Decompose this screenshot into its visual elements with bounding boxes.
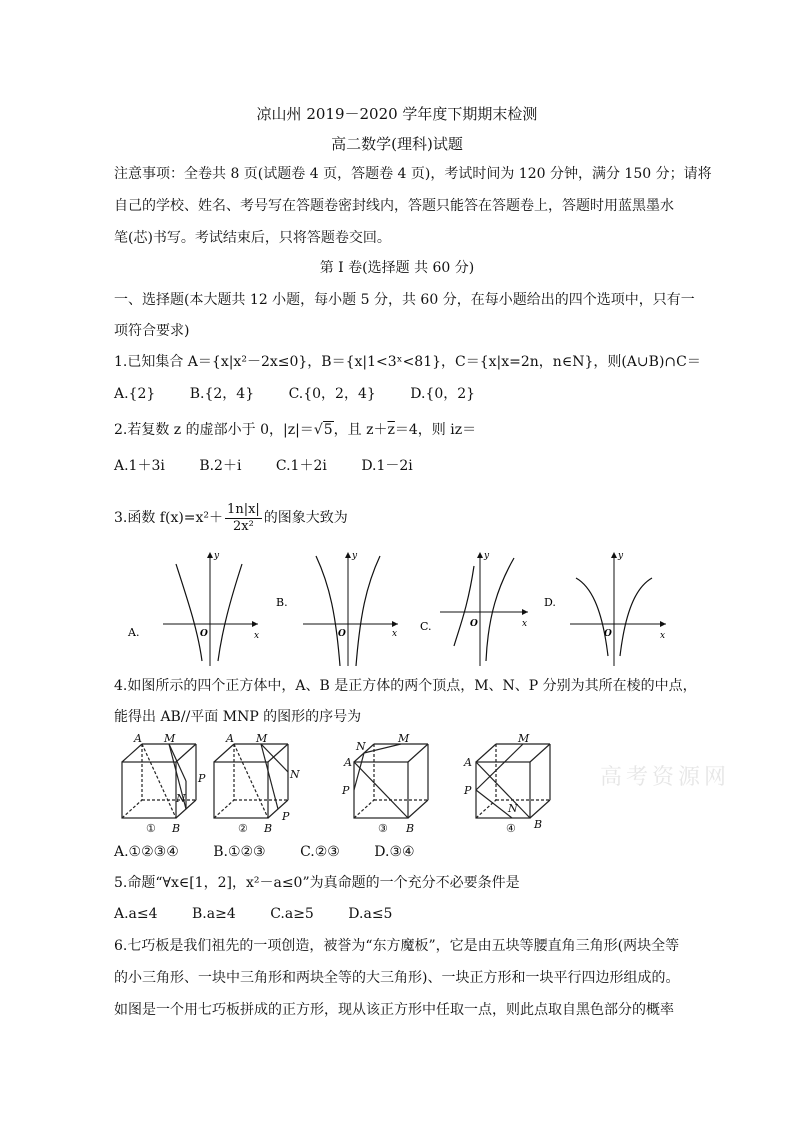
q5-option-d: D.a≤5 bbox=[348, 906, 393, 922]
graph-b bbox=[276, 551, 398, 666]
svg-text:N: N bbox=[176, 792, 186, 805]
svg-text:N: N bbox=[508, 802, 518, 815]
graph-d-label: D. bbox=[544, 596, 556, 609]
cube-2 bbox=[214, 744, 288, 818]
q1-stem: 1.已知集合 A＝{x|x²－2x≤0}，B＝{x|1<3ˣ<81}，C＝{x|x=2n，n∈N}，则(A∪B)∩C＝ bbox=[114, 354, 701, 370]
svg-text:M: M bbox=[256, 732, 268, 745]
svg-text:P: P bbox=[282, 810, 290, 823]
svg-text:O: O bbox=[470, 619, 478, 629]
q2-options bbox=[114, 456, 443, 476]
svg-text:x: x bbox=[660, 631, 666, 641]
svg-text:N: N bbox=[356, 740, 366, 753]
q5-option-a: A.a≤4 bbox=[114, 906, 158, 922]
q4-option-b: B.①②③ bbox=[213, 844, 266, 860]
q3-graphs bbox=[118, 546, 688, 671]
notice-line-3: 笔(芯)书写。考试结束后，只将答题卷交回。 bbox=[114, 230, 391, 246]
q1-option-d: D.{0，2} bbox=[410, 386, 476, 402]
graph-a bbox=[127, 551, 259, 666]
svg-text:x: x bbox=[392, 629, 398, 639]
svg-text:B: B bbox=[264, 822, 273, 835]
cube-4-number: ④ bbox=[506, 822, 516, 835]
svg-text:A: A bbox=[464, 756, 472, 769]
svg-text:y: y bbox=[214, 551, 220, 561]
notice-line-2: 自己的学校、姓名、考号写在答题卷密封线内，答题只能答在答题卷上，答题时用蓝黑墨水 bbox=[114, 198, 674, 214]
q2-option-c: C.1＋2i bbox=[275, 458, 327, 474]
svg-text:O: O bbox=[604, 629, 612, 639]
q5-option-c: C.a≥5 bbox=[270, 906, 314, 922]
cube-2-number: ② bbox=[238, 822, 248, 835]
q1-options bbox=[114, 384, 505, 404]
q4-stem-2: 能得出 AB//平面 MNP 的图形的序号为 bbox=[114, 709, 362, 725]
q2-option-d: D.1－2i bbox=[361, 458, 413, 474]
q5-options bbox=[114, 904, 422, 924]
q6-line-3: 如图是一个用七巧板拼成的正方形，现从该正方形中任取一点，则此点取自黑色部分的概率 bbox=[114, 1002, 674, 1018]
graph-a-label: A. bbox=[128, 626, 140, 639]
svg-text:N: N bbox=[290, 768, 300, 781]
svg-text:P: P bbox=[198, 772, 206, 785]
svg-text:B: B bbox=[406, 822, 415, 835]
svg-text:O: O bbox=[200, 629, 208, 639]
q4-cubes bbox=[114, 732, 564, 837]
q1-option-a: A.{2} bbox=[114, 386, 156, 402]
graph-c-label: C. bbox=[420, 620, 432, 633]
q2-sqrt: 5 bbox=[323, 422, 333, 438]
svg-text:M: M bbox=[398, 732, 410, 745]
svg-text:M: M bbox=[518, 732, 530, 745]
svg-text:B: B bbox=[534, 818, 543, 831]
cube-1-number: ① bbox=[146, 822, 156, 835]
graph-c bbox=[420, 551, 528, 666]
svg-text:A: A bbox=[344, 756, 352, 769]
exam-title: 凉山州 2019－2020 学年度下期期末检测 bbox=[256, 105, 538, 123]
graph-b-label: B. bbox=[276, 596, 288, 609]
q1-option-b: B.{2，4} bbox=[189, 386, 255, 402]
q4-cubes-svg bbox=[114, 732, 564, 837]
q5-option-b: B.a≥4 bbox=[192, 906, 236, 922]
q4-option-d: D.③④ bbox=[374, 844, 415, 860]
section-intro-1: 一、选择题(本大题共 12 小题，每小题 5 分，共 60 分，在每小题给出的四个选项中，只有一 bbox=[114, 292, 695, 308]
svg-text:y: y bbox=[352, 551, 358, 561]
svg-text:O: O bbox=[338, 629, 346, 639]
q2-stem: 2.若复数 z 的虚部小于 0，|z|＝√5，且 $z+\overline{z}=4$，则 iz＝ bbox=[114, 422, 477, 438]
q2-option-a: A.1＋3i bbox=[114, 458, 165, 474]
q3-stem: 3.函数 f(x)=x²＋ $\frac{1n|x|}{\text{2x²}}$ 的图象大致为 bbox=[114, 501, 348, 534]
section-title: 第 I 卷(选择题 共 60 分) bbox=[319, 260, 475, 276]
cube-3-number: ③ bbox=[378, 822, 388, 835]
svg-text:y: y bbox=[484, 551, 490, 561]
svg-text:x: x bbox=[522, 619, 528, 629]
exam-subtitle: 高二数学(理科)试题 bbox=[331, 135, 463, 153]
q2-zbar: $\overline{z}$ bbox=[387, 422, 395, 438]
svg-text:A: A bbox=[226, 732, 234, 745]
section-intro-2: 项符合要求) bbox=[114, 323, 190, 339]
svg-text:x: x bbox=[254, 631, 260, 641]
cube-1 bbox=[122, 744, 196, 818]
svg-text:M: M bbox=[164, 732, 176, 745]
q3-graphs-svg bbox=[118, 546, 688, 671]
q1-option-c: C.{0，2，4} bbox=[288, 386, 376, 402]
svg-text:B: B bbox=[172, 822, 181, 835]
svg-text:y: y bbox=[618, 551, 624, 561]
watermark: 高考资源网 bbox=[600, 765, 731, 790]
q6-line-2: 的小三角形、一块中三角形和两块全等的大三角形)、一块正方形和一块平行四边形组成的。 bbox=[114, 970, 680, 986]
q4-option-c: C.②③ bbox=[300, 844, 340, 860]
svg-text:P: P bbox=[342, 784, 350, 797]
graph-d bbox=[544, 551, 666, 666]
q5-stem: 5.命题“∀x∈[1，2]，x²－a≤0”为真命题的一个充分不必要条件是 bbox=[114, 875, 520, 891]
cube-3 bbox=[354, 744, 428, 818]
q6-line-1: 6.七巧板是我们祖先的一项创造，被誉为“东方魔板”，它是由五块等腰直角三角形(两块全等 bbox=[114, 938, 680, 954]
q3-fraction: $\frac{1n|x|}{\text{2x²}}$ bbox=[227, 501, 260, 534]
notice-line-1: 注意事项：全卷共 8 页(试题卷 4 页，答题卷 4 页)，考试时间为 120 分钟，满分 150 分；请将 bbox=[114, 166, 712, 182]
q2-option-b: B.2＋i bbox=[199, 458, 242, 474]
q4-option-a: A.①②③④ bbox=[114, 844, 179, 860]
q4-stem-1: 4.如图所示的四个正方体中，A、B 是正方体的两个顶点，M、N、P 分别为其所在棱的中点， bbox=[114, 678, 697, 694]
svg-text:A: A bbox=[134, 732, 142, 745]
q4-options bbox=[114, 842, 445, 862]
svg-text:P: P bbox=[464, 784, 472, 797]
